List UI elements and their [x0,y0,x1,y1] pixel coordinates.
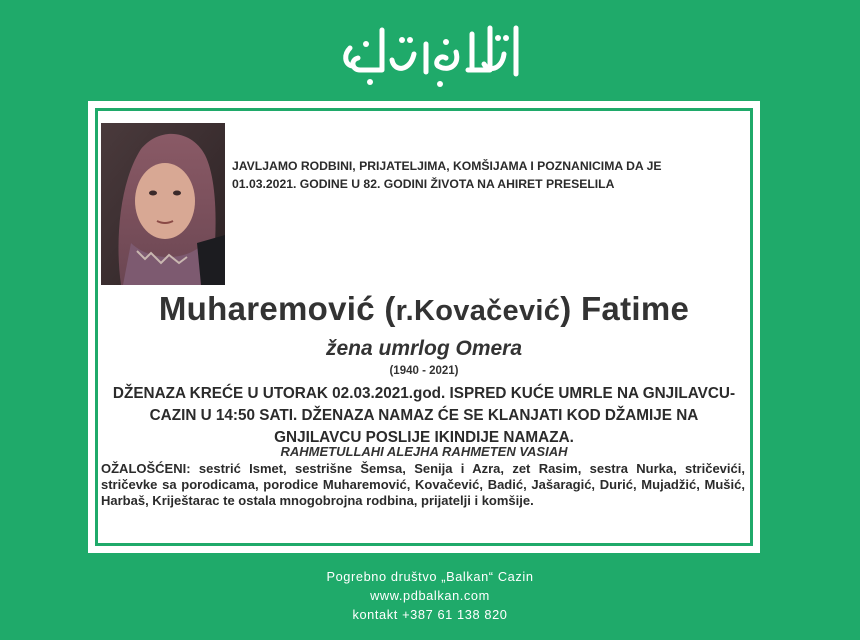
spouse-line: žena umrlog Omera [325,337,523,360]
mourners-label: OŽALOŠĆENI: [101,461,191,476]
contact-phone: kontakt +387 61 138 820 [352,607,508,622]
surname: Muharemović ( [158,290,396,327]
funeral-details: DŽENAZA KREĆE U UTORAK 02.03.2021.god. ISPRED KUĆE UMRLE NA GNJILAVCU-CAZIN U 14:50 SATI. DŽENAZA NAMAZ ĆE SE KLANJATI KOD DŽAMIJE NA GNJILAVCU POSLIJE IKINDIJE NAMAZA. [112,385,736,446]
prayer-line: RAHMETULLAHI ALEJHA RAHMETEN VASIAH [280,444,568,459]
mourners-list [101,461,745,509]
company-name: Pogrebno društvo „Balkan“ Cazin [326,569,534,584]
calligraphy-logo [330,14,530,94]
portrait-photo [101,123,225,285]
deceased-name [92,290,756,328]
mourners-names: sestrić Ismet, sestrišne Šemsa, Senija i Azra, zet Rasim, sestra Nurka, stričevići, stričevke sa porodicama, porodice Muharemović, Kovačević, Badić, Jašaragić, Durić, Mujadžić, Mušić, Harbaš, Kriještarac te ostala mnogobrojna rodbina, prijatelji i komšije. [101,461,745,508]
funeral-home-footer [0,567,860,624]
maiden-name: r.Kovačević [395,295,561,327]
arabic-calligraphy-header [0,14,860,94]
life-years: (1940 - 2021) [389,365,459,377]
given-name: ) Fatime [560,290,690,327]
website-link[interactable]: www.pdbalkan.com [370,588,490,603]
announcement-intro: JAVLJAMO RODBINI, PRIJATELJIMA, KOMŠIJAMA I POZNANICIMA DA JE 01.03.2021. GODINE U 82. GODINI ŽIVOTA NA AHIRET PRESELILA [232,159,662,191]
